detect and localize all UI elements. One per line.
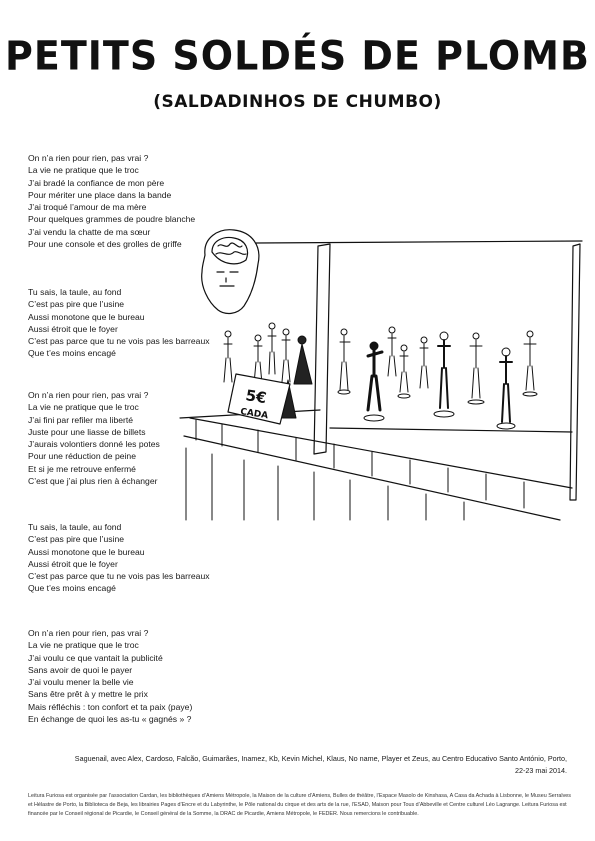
verse-line: J’aurais volontiers donné les potes bbox=[28, 439, 160, 450]
verse-line: J’ai vendu la chatte de ma sœur bbox=[28, 226, 151, 237]
verse-line: On n’a rien pour rien, pas vrai ? bbox=[28, 153, 149, 163]
page-subtitle: (SALDADINHOS DE CHUMBO) bbox=[153, 92, 442, 112]
verse-line: Pour une réduction de peine bbox=[28, 451, 136, 462]
verse-line: C’est pas parce que tu ne vois pas les barreaux bbox=[28, 571, 210, 582]
verse-line: C’est pas parce que tu ne vois pas les barreaux bbox=[28, 336, 210, 347]
verse-line: J’ai voulu mener la belle vie bbox=[28, 677, 134, 688]
verse-line: Pour quelques grammes de poudre blanche bbox=[28, 214, 196, 225]
verse-line: On n’a rien pour rien, pas vrai ? bbox=[28, 390, 149, 400]
page-title: PETITS SOLDÉS DE PLOMB bbox=[5, 32, 590, 80]
footer-organizers: Leitura Furiosa est organisée par l’association Cardan, les bibliothèques d’Amiens Métropole, la Maison de la culture d’Amiens, Bulles de théâtre, l’Espace Masolo de Kinshasa, A Casa da Achada à Lisbonne, le Museu Serralves et Hélastre de Porto, la Biblioteca de Beja, les librairies Pages d’Encre et du Labyrinthe, le Pôle national du cirque et des arts de la rue, l’ESAD, Maison pour Tous d’Abbeville et Centre culturel Léo Lagrange. Leitura Furiosa est financée par le Conseil régional de Picardie, le Conseil général de la Somme, la DRAC de Picardie, Amiens Métropole, le FEDER. Nous remercions le contribuable. bbox=[28, 793, 571, 817]
stanza-3 bbox=[28, 389, 160, 487]
verse-line: C’est que j’ai plus rien à échanger bbox=[28, 476, 158, 487]
verse-line: Et si je me retrouve enfermé bbox=[28, 463, 136, 474]
verse-line: Aussi monotone que le bureau bbox=[28, 546, 145, 557]
verse-line: Sans être prêt à y mettre le prix bbox=[28, 689, 148, 700]
soldiers-right bbox=[338, 327, 537, 429]
verse-line: Aussi étroit que le foyer bbox=[28, 558, 118, 569]
verse-line: Juste pour une liasse de billets bbox=[28, 426, 146, 437]
credits-date: 22-23 mai 2014. bbox=[515, 765, 567, 775]
verse-line: C’est pas pire que l’usine bbox=[28, 299, 125, 310]
verse-line: On n’a rien pour rien, pas vrai ? bbox=[28, 628, 149, 638]
stanza-1 bbox=[28, 152, 195, 250]
verse-line: Aussi monotone que le bureau bbox=[28, 311, 145, 322]
verse-line: Que t’es moins encagé bbox=[28, 583, 116, 594]
verse-line: En échange de quoi les as-tu « gagnés » ? bbox=[28, 714, 192, 725]
verse-line: Pour mériter une place dans la bande bbox=[28, 189, 172, 200]
shelf-top-line bbox=[256, 241, 582, 243]
verse-line: Tu sais, la taule, au fond bbox=[28, 522, 122, 532]
verse-line: La vie ne pratique que le troc bbox=[28, 402, 139, 413]
verse-line: J’ai bradé la confiance de mon père bbox=[28, 177, 165, 188]
verse-line: La vie ne pratique que le troc bbox=[28, 640, 139, 651]
sign-price: 5€ bbox=[244, 386, 268, 408]
verse-line: J’ai troqué l’amour de ma mère bbox=[28, 202, 147, 213]
sign-label: CADA bbox=[239, 407, 269, 422]
brain-head-drawing bbox=[202, 230, 259, 314]
verse-line: C’est pas pire que l’usine bbox=[28, 534, 125, 545]
verse-line: Sans avoir de quoi le payer bbox=[28, 664, 133, 675]
verse-line: Pour une console et des grolles de griffe bbox=[28, 239, 182, 250]
verse-line: Tu sais, la taule, au fond bbox=[28, 287, 122, 297]
stanza-4 bbox=[28, 521, 210, 595]
verse-line: Que t’es moins encagé bbox=[28, 348, 116, 359]
verse-line: La vie ne pratique que le troc bbox=[28, 165, 139, 176]
credits-line: Saguenail, avec Alex, Cardoso, Falcão, Guimarães, Inamez, Kb, Kevin Michel, Klaus, No name, Player et Zeus, au Centro Educativo Santo António, Porto, bbox=[74, 754, 567, 763]
stanza-5 bbox=[28, 627, 192, 725]
verse-line: Mais réfléchis : ton confort et ta paix (paye) bbox=[28, 701, 193, 712]
credits bbox=[27, 753, 567, 776]
verse-line: Aussi étroit que le foyer bbox=[28, 323, 118, 334]
stanza-2 bbox=[28, 286, 210, 360]
verse-line: J’ai fini par refiler ma liberté bbox=[28, 414, 134, 425]
verse-line: J’ai voulu ce que vantait la publicité bbox=[28, 652, 163, 663]
